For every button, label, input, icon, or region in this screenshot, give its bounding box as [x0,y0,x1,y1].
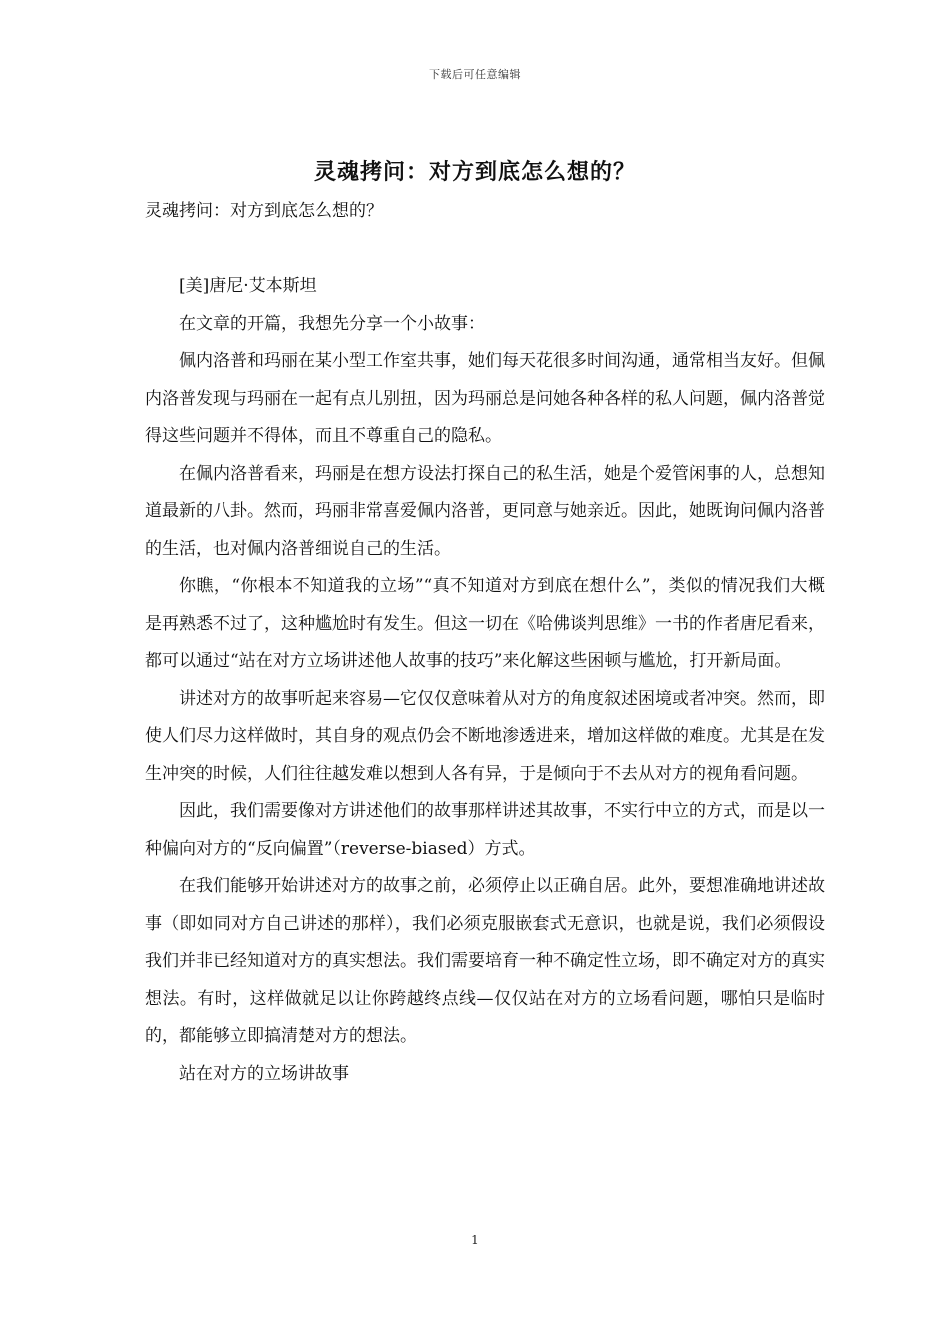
paragraph: 讲述对方的故事听起来容易—它仅仅意味着从对方的角度叙述困境或者冲突。然而，即使人们尽力这样做时，其自身的观点仍会不断地渗透进来，增加这样做的难度。尤其是在发生冲突的时候，人们往往越发难以想到人各有异，于是倾向于不去从对方的视角看问题。 [145,688,825,784]
author-line: [美]唐尼·艾本斯坦 [179,276,317,296]
document-subtitle: 灵魂拷问：对方到底怎么想的？ [145,201,383,221]
paragraph: 你瞧，“你根本不知道我的立场”“真不知道对方到底在想什么”，类似的情况我们大概是再熟悉不过了，这种尴尬时有发生。但这一切在《哈佛谈判思维》一书的作者唐尼看来，都可以通过“站在对方立场讲述他人故事的技巧”来化解这些困顿与尴尬，打开新局面。 [145,576,825,671]
paragraph: 在文章的开篇，我想先分享一个小故事： [179,313,485,334]
page-number: 1 [471,1233,479,1247]
document-title: 灵魂拷问：对方到底怎么想的？ [313,159,636,185]
header-note: 下载后可任意编辑 [429,68,521,81]
blank-line [145,231,825,269]
section-heading: 站在对方的立场讲故事 [179,1063,349,1084]
paragraph: 在佩内洛普看来，玛丽是在想方设法打探自己的私生活，她是个爱管闲事的人，总想知道最新的八卦。然而，玛丽非常喜爱佩内洛普，更同意与她亲近。因此，她既询问佩内洛普的生活，也对佩内洛普细说自己的生活。 [145,463,825,559]
paragraph: 佩内洛普和玛丽在某小型工作室共事，她们每天花很多时间沟通，通常相当友好。但佩内洛普发现与玛丽在一起有点儿别扭，因为玛丽总是问她各种各样的私人问题，佩内洛普觉得这些问题并不得体，而且不尊重自己的隐私。 [145,351,825,446]
paragraph: 在我们能够开始讲述对方的故事之前，必须停止以正确自居。此外，要想准确地讲述故事（即如同对方自己讲述的那样），我们必须克服嵌套式无意识，也就是说，我们必须假设我们并非已经知道对方的真实想法。我们需要培育一种不确定性立场，即不确定对方的真实想法。有时，这样做就足以让你跨越终点线—仅仅站在对方的立场看问题，哪怕只是临时的，都能够立即搞清楚对方的想法。 [145,876,825,1046]
paragraph: 因此，我们需要像对方讲述他们的故事那样讲述其故事，不实行中立的方式，而是以一种偏向对方的“反向偏置”（reverse-biased）方式。 [145,801,825,859]
document-body [145,193,825,1093]
